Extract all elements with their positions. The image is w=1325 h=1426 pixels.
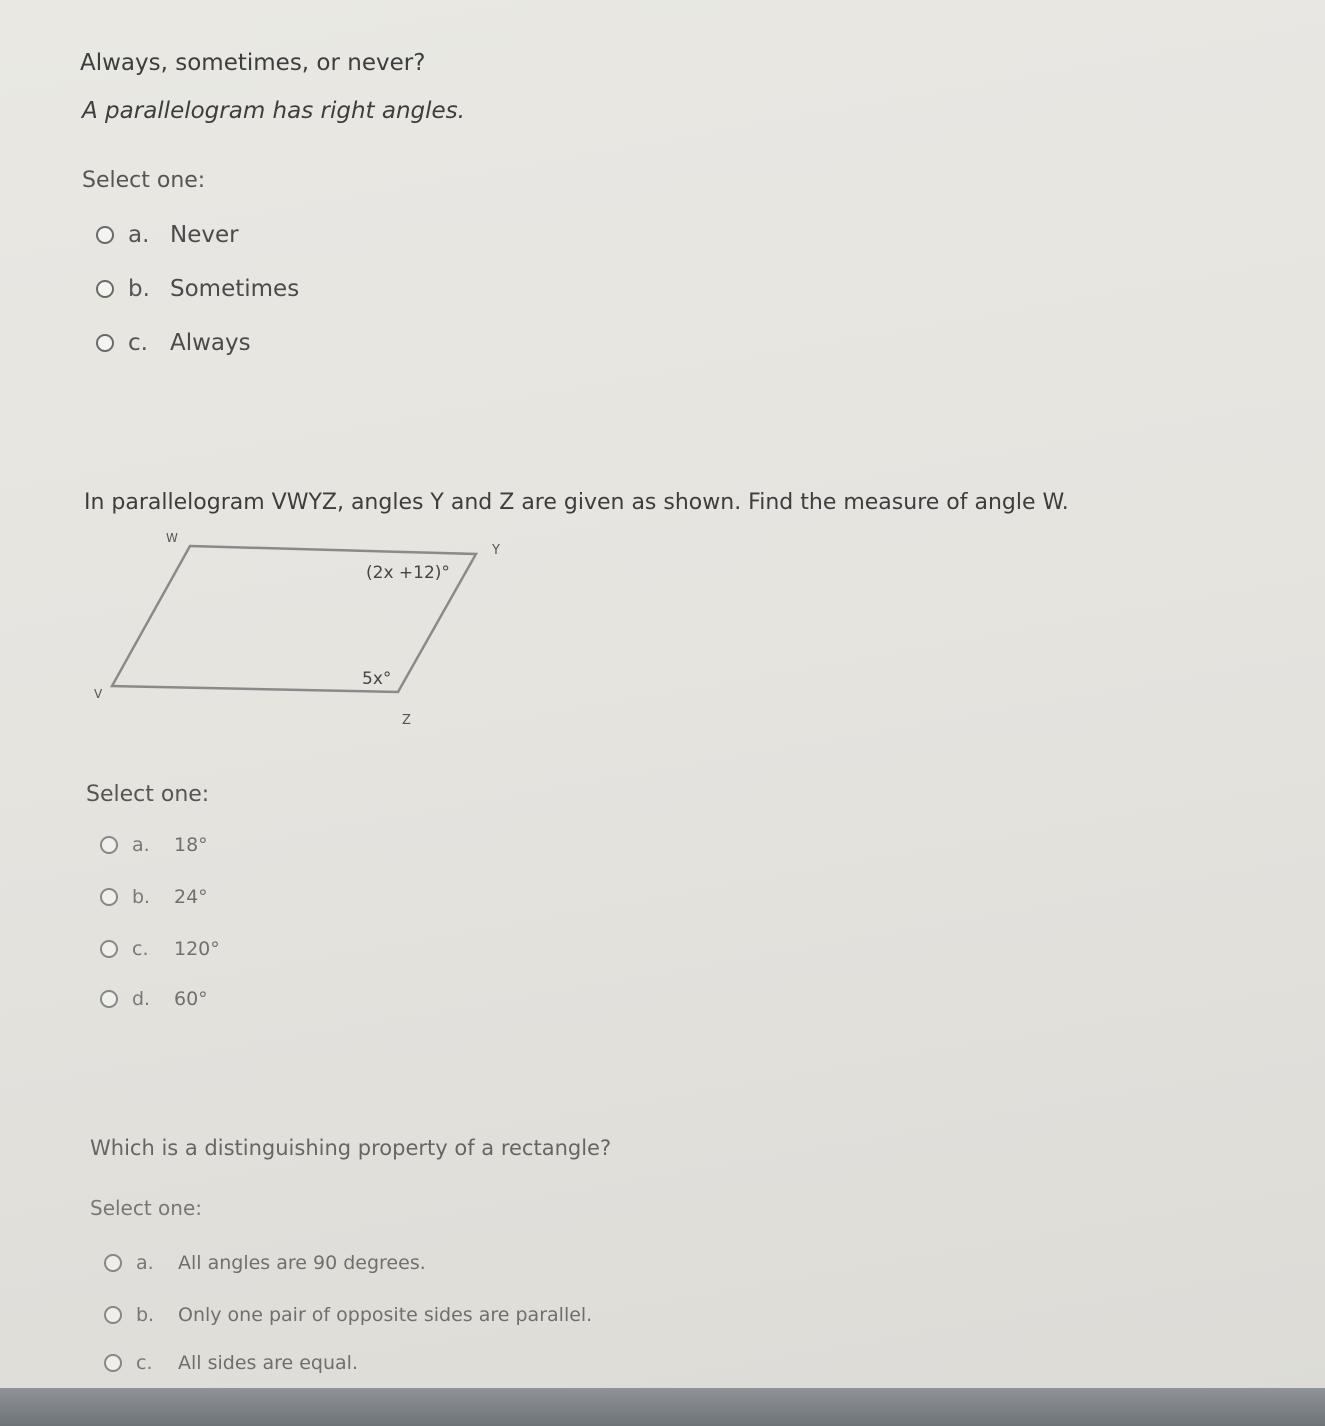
- option-label: All angles are 90 degrees.: [178, 1252, 426, 1274]
- option-letter: c.: [136, 1352, 153, 1374]
- option-label: 120°: [174, 938, 220, 960]
- vertex-y-label: Y: [492, 543, 500, 558]
- radio-button[interactable]: [96, 280, 114, 298]
- question-1-option-a[interactable]: [96, 220, 239, 250]
- radio-button[interactable]: [100, 888, 118, 906]
- option-label: All sides are equal.: [178, 1352, 358, 1374]
- option-letter: a.: [132, 834, 150, 856]
- option-letter: c.: [128, 330, 148, 356]
- question-2-text: In parallelogram VWYZ, angles Y and Z are given as shown. Find the measure of angle W.: [84, 490, 1069, 515]
- question-2-option-d[interactable]: [100, 984, 208, 1014]
- vertex-z-label: Z: [402, 713, 411, 728]
- radio-button[interactable]: [96, 334, 114, 352]
- option-label: 18°: [174, 834, 208, 856]
- question-2-option-b[interactable]: [100, 882, 208, 912]
- radio-button[interactable]: [96, 226, 114, 244]
- option-label: Sometimes: [170, 276, 300, 302]
- option-letter: d.: [132, 988, 151, 1010]
- radio-button[interactable]: [100, 940, 118, 958]
- angle-z-label: 5x°: [362, 669, 392, 689]
- option-letter: b.: [128, 276, 150, 302]
- question-1-option-b[interactable]: [96, 274, 299, 304]
- question-3-option-a[interactable]: [104, 1248, 426, 1278]
- vertex-v-label: V: [94, 687, 103, 701]
- question-2-option-c[interactable]: [100, 934, 220, 964]
- question-1-option-c[interactable]: [96, 328, 251, 358]
- question-1-statement: A parallelogram has right angles.: [82, 98, 465, 124]
- bottom-bar: [0, 1388, 1325, 1426]
- option-label: Never: [170, 222, 239, 248]
- vertex-w-label: W: [166, 531, 178, 545]
- question-3-option-c[interactable]: [104, 1348, 358, 1378]
- question-3-text: Which is a distinguishing property of a rectangle?: [90, 1136, 612, 1160]
- option-letter: b.: [136, 1304, 155, 1326]
- radio-button[interactable]: [104, 1254, 122, 1272]
- question-2-select-label: Select one:: [86, 782, 210, 807]
- angle-y-label: (2x +12)°: [366, 563, 450, 583]
- question-3-option-b[interactable]: [104, 1300, 592, 1330]
- question-3-select-label: Select one:: [90, 1196, 203, 1220]
- question-1-text: Always, sometimes, or never?: [80, 50, 426, 76]
- option-letter: c.: [132, 938, 149, 960]
- option-letter: a.: [128, 222, 150, 248]
- option-label: Only one pair of opposite sides are parallel.: [178, 1304, 593, 1326]
- radio-button[interactable]: [100, 990, 118, 1008]
- radio-button[interactable]: [100, 836, 118, 854]
- option-letter: b.: [132, 886, 151, 908]
- radio-button[interactable]: [104, 1354, 122, 1372]
- question-1-select-label: Select one:: [82, 168, 206, 193]
- parallelogram-diagram: [80, 528, 540, 728]
- option-letter: a.: [136, 1252, 154, 1274]
- question-2-option-a[interactable]: [100, 830, 208, 860]
- option-label: 24°: [174, 886, 208, 908]
- radio-button[interactable]: [104, 1306, 122, 1324]
- option-label: Always: [170, 330, 251, 356]
- option-label: 60°: [174, 988, 208, 1010]
